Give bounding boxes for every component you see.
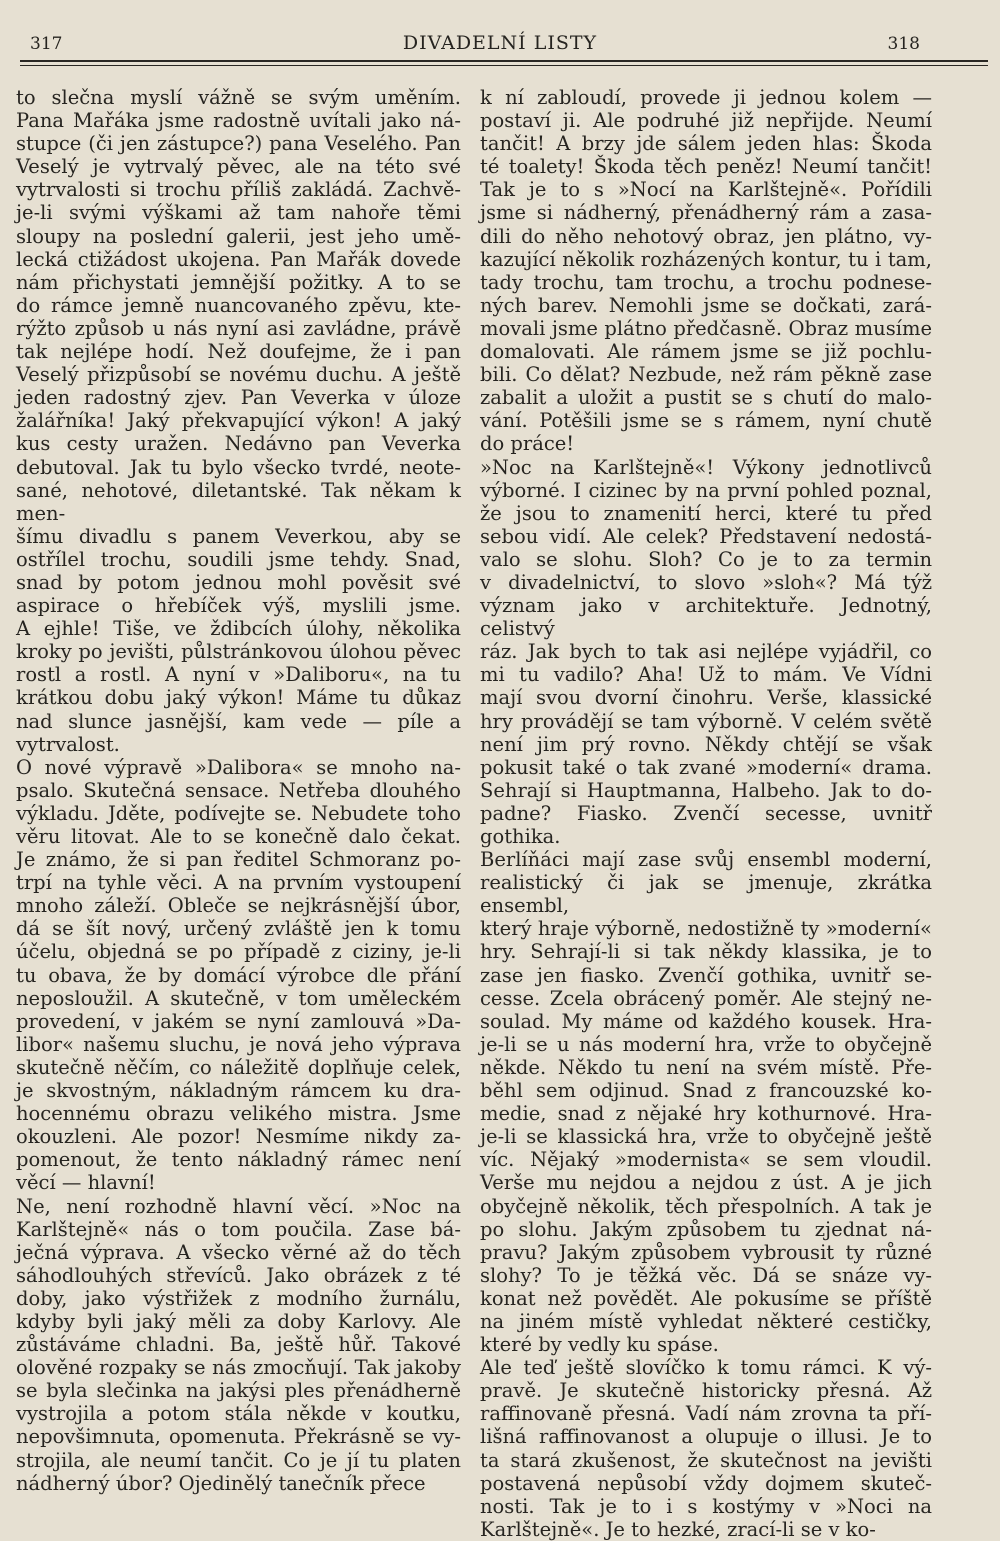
text-line: kazující několik rozházených kontur, tu i tam, [480, 247, 932, 271]
text-line: který hraje výborně, nedostižně ty »moderní« [480, 917, 932, 941]
text-line: mnoho záleží. Obleče se nejkrásnější úbor, [16, 894, 461, 918]
text-line: které by vedly ku spáse. [480, 1333, 719, 1357]
text-line: je-li svými výškami až tam nahoře těmi [16, 201, 461, 225]
text-line: nad slunce jasnější, kam vede — píle a [16, 709, 461, 733]
text-line: zabalit a uložit a pustit se s chutí do malo- [480, 386, 932, 410]
text-line: O nové výpravě »Dalibora« se mnoho na- [16, 755, 461, 779]
text-line: aspirace o hřebíček výš, myslili jsme. [16, 594, 461, 618]
text-line: Karlštejně«. Je to hezké, zrací-li se v ko- [480, 1517, 876, 1541]
text-line: provedení, v jakém se nyní zamlouvá »Da- [16, 1009, 461, 1033]
text-line: výkladu. Jděte, podívejte se. Nebudete toho [16, 801, 461, 825]
page-number-left: 317 [30, 34, 63, 54]
text-line: k ní zabloudí, provede ji jednou kolem — [480, 86, 932, 109]
text-line: mají svou dvorní činohru. Verše, klassické [480, 686, 932, 710]
header-rule-thick [20, 60, 988, 62]
text-line: zůstáváme chladni. Ba, ještě hůř. Takové [16, 1333, 461, 1357]
text-line: nosti. Tak je to i s kostýmy v »Noci na [480, 1494, 932, 1518]
text-line: padne? Fiasko. Zvenčí secesse, uvnitř gothika. [480, 801, 932, 848]
text-line: Ne, není rozhodně hlavní věcí. »Noc na [16, 1194, 461, 1218]
text-line: vání. Potěšili jsme se s rámem, nyní chutě [480, 409, 932, 433]
text-line: neposloužil. A skutečně, v tom uměleckém [16, 986, 461, 1010]
text-line: vytrvalosti si trochu příliš zakládá. Zachvě- [16, 178, 461, 202]
text-line: okouzleni. Ale pozor! Nesmíme nikdy za- [16, 1125, 461, 1149]
text-line: pravu? Jakým způsobem vybrousit ty různé [480, 1240, 932, 1264]
text-line: pomenout, že tento nákladný rámec není [16, 1148, 461, 1172]
text-line: vytrvalost. [16, 732, 120, 756]
text-line: běhl sem odjinud. Snad z francouzské ko- [480, 1079, 932, 1103]
text-line: debutoval. Jak tu bylo všecko tvrdé, neote- [16, 455, 461, 479]
text-line: Karlštejně« nás o tom poučila. Zase bá- [16, 1217, 461, 1241]
text-line: po slohu. Jakým způsobem tu zjednat ná- [480, 1217, 932, 1241]
text-line: dá se šít nový, určený zvláště jen k tomu [16, 917, 461, 941]
text-line: hocennému obrazu velikého mistra. Jsme [16, 1102, 461, 1126]
text-line: kroky po jevišti, půlstránkovou úlohou pěvec [16, 640, 461, 664]
text-line: věcí — hlavní! [16, 1171, 156, 1195]
header-rule-thin [20, 65, 988, 66]
text-line: trpí na tyhle věci. A na prvním vystoupení [16, 871, 461, 895]
text-line: věru litovat. Ale to se konečně dalo čekat. [16, 825, 461, 848]
text-line: nádherný úbor? Ojedinělý tanečník přece [16, 1471, 426, 1495]
text-line: na jiném místě vyhledat některé cestičky, [480, 1309, 932, 1333]
text-line: ostřílel trochu, soudili jsme tehdy. Snad, [16, 547, 461, 571]
text-line: slohy? To je těžká věc. Dá se snáze vy- [480, 1263, 932, 1287]
text-line: účelu, objedná se po případě z ciziny, je-li [16, 940, 461, 964]
text-line: zase jen fiasko. Zvenčí gothika, uvnitř se- [480, 963, 932, 987]
text-line: jeden radostný zjev. Pan Veverka v úloze [16, 386, 461, 410]
text-line: víc. Nějaký »modernista« se sem vloudil. [480, 1148, 932, 1172]
text-line: tu obava, že by domácí výrobce dle přání [16, 963, 461, 987]
text-line: Berlíňáci mají zase svůj ensembl moderní, [480, 848, 932, 872]
text-line: sebou vidí. Ale celek? Představení nedostá- [480, 524, 932, 548]
text-line: sloupy na poslední galerii, jest jeho umě- [16, 224, 461, 248]
text-line: žalářníka! Jaký překvapující výkon! A jaký [16, 409, 461, 433]
text-line: ječná výprava. A všecko věrné až do těch [16, 1240, 461, 1264]
text-line: je skvostným, nákladným rámcem ku dra- [16, 1079, 461, 1103]
text-line: Pana Mařáka jsme radostně uvítali jako ná- [16, 109, 461, 133]
text-line: ných barev. Nemohli jsme se dočkati, zará- [480, 293, 932, 317]
text-line: pravě. Je skutečně historicky přesná. Až [480, 1379, 932, 1403]
page-number-right: 318 [887, 34, 920, 54]
text-line: domalovati. Ale rámem jsme se již pochlu- [480, 340, 932, 364]
text-column-right [480, 86, 932, 1541]
text-line: stupce (či jen zástupce?) pana Veselého. Pan [16, 132, 461, 156]
text-line: raffinovaně přesná. Vadí nám zrovna ta pří- [480, 1402, 932, 1426]
text-line: postaví ji. Ale podruhé již nepřijde. Neumí [480, 109, 932, 133]
text-line: v divadelnictví, to slovo »sloh«? Má týž [480, 570, 932, 594]
text-line: rostl a rostl. A nyní v »Daliboru«, na tu [16, 663, 461, 687]
text-line: to slečna myslí vážně se svým uměním. [16, 86, 461, 109]
text-line: ta stará zkušenost, že skutečnost na jevišti [480, 1448, 932, 1472]
text-line: rýžto způsob u nás nyní asi zavládne, právě [16, 316, 461, 340]
text-line: postavená nepůsobí vždy dojmem skuteč- [480, 1471, 932, 1495]
text-line: strojila, ale neumí tančit. Co je jí tu platen [16, 1448, 461, 1472]
text-line: jsme si nádherný, přenádherný rám a zasa- [480, 201, 932, 225]
page-header [0, 28, 1000, 62]
text-line: lišná raffinovanost a olupuje o illusi. Je to [480, 1425, 932, 1449]
text-line: té toalety! Škoda těch peněz! Neumí tančit! [480, 155, 932, 179]
text-line: medie, snad z nějaké hry kothurnové. Hra- [480, 1102, 932, 1126]
text-line: soulad. My máme od každého kousek. Hra- [480, 1009, 932, 1033]
text-line: skutečně něčím, co náležitě doplňuje celek, [16, 1055, 461, 1079]
text-line: pokusit také o tak zvané »moderní« drama. [480, 755, 932, 779]
text-line: valo se slohu. Sloh? Co je to za termin [480, 547, 932, 571]
text-line: dili do něho nehotový obraz, jen plátno, vy- [480, 224, 932, 248]
text-line: vystrojila a potom stála někde v koutku, [16, 1402, 461, 1426]
text-line: mi tu vadilo? Aha! Už to mám. Ve Vídni [480, 663, 932, 687]
text-line: kus cesty uražen. Nedávno pan Veverka [16, 432, 461, 456]
text-line: movali jsme plátno předčasně. Obraz musíme [480, 316, 932, 340]
text-line: není jim prý rovno. Někdy chtějí se však [480, 732, 932, 756]
text-line: je-li se klassická hra, vrže to obyčejně ještě [480, 1125, 932, 1149]
text-line: Je známo, že si pan ředitel Schmoranz po- [16, 848, 461, 872]
text-line: tak nejlépe hodí. Než doufejme, že i pan [16, 340, 461, 364]
text-line: výborné. I cizinec by na první pohled poznal, [480, 478, 932, 502]
text-line: hry. Sehrají-li si tak někdy klassika, je to [480, 940, 932, 964]
text-line: Ale teď ještě slovíčko k tomu rámci. K vý- [480, 1356, 932, 1380]
text-line: obyčejně několik, těch přespolních. A tak je [480, 1194, 932, 1218]
text-line: bili. Co dělat? Nezbude, než rám pěkně zase [480, 363, 932, 387]
text-line: Verše mu nejdou a nejdou z úst. A je jich [480, 1171, 932, 1195]
text-line: je-li se u nás moderní hra, vrže to obyčejně [480, 1032, 932, 1056]
text-line: realistický či jak se jmenuje, zkrátka ensembl, [480, 871, 932, 918]
text-line: hry provádějí se tam výborně. V celém světě [480, 709, 932, 733]
text-line: Veselý je vytrvalý pěvec, ale na této své [16, 155, 461, 179]
text-line: libor« našemu sluchu, je nová jeho výprava [16, 1032, 461, 1056]
text-line: cesse. Zcela obrácený poměr. Ale stejný ne- [480, 986, 932, 1010]
text-line: sané, nehotové, diletantské. Tak někam k men- [16, 478, 461, 525]
text-line: konat než povědět. Ale pokusíme se příště [480, 1286, 932, 1310]
text-line: psalo. Skutečná sensace. Netřeba dlouhého [16, 778, 461, 802]
text-line: Sehrají si Hauptmanna, Halbeho. Jak to do- [480, 778, 932, 802]
text-line: krátkou dobu jaký výkon! Máme tu důkaz [16, 686, 461, 710]
text-line: Veselý přizpůsobí se novému duchu. A ještě [16, 363, 461, 387]
text-line: snad by potom jednou mohl pověsit své [16, 570, 461, 594]
text-line: lecká ctižádost ukojena. Pan Mařák dovede [16, 247, 461, 271]
text-line: šímu divadlu s panem Veverkou, aby se [16, 524, 461, 548]
text-line: někde. Někdo tu není na svém místě. Pře- [480, 1055, 932, 1079]
text-line: do rámce jemně nuancovaného zpěvu, kte- [16, 293, 461, 317]
text-line: do práce! [480, 432, 575, 456]
text-line: tady trochu, tam trochu, a trochu podnese- [480, 270, 932, 294]
text-line: A ejhle! Tiše, ve ždibcích úlohy, několika [16, 617, 461, 641]
text-line: význam jako v architektuře. Jednotný, celistvý [480, 594, 932, 641]
text-line: že jsou to znamenití herci, které tu před [480, 501, 932, 525]
text-line: »Noc na Karlštejně«! Výkony jednotlivců [480, 455, 932, 479]
text-line: olověné rozpaky se nás zmocňují. Tak jakoby [16, 1356, 461, 1380]
text-line: kdyby byli jaký měli za doby Karlovy. Ale [16, 1309, 461, 1333]
running-title: DIVADELNÍ LISTY [402, 32, 598, 54]
text-line: se byla slečinka na jakýsi ples přenádherně [16, 1379, 461, 1403]
text-line: Tak je to s »Nocí na Karlštejně«. Pořídili [480, 178, 932, 202]
text-line: ráz. Jak bych to tak asi nejlépe vyjádřil, co [480, 640, 932, 664]
text-line: doby, jako výstřižek z modního žurnálu, [16, 1286, 461, 1310]
text-column-left [16, 86, 461, 1495]
text-line: sáhodlouhých střevíců. Jako obrázek z té [16, 1263, 461, 1287]
text-line: nám přichystati jemnější požitky. A to se [16, 270, 461, 294]
text-line: nepovšimnuta, opomenuta. Překrásně se vy- [16, 1425, 461, 1449]
text-line: tančit! A brzy jde sálem jeden hlas: Škoda [480, 132, 932, 156]
